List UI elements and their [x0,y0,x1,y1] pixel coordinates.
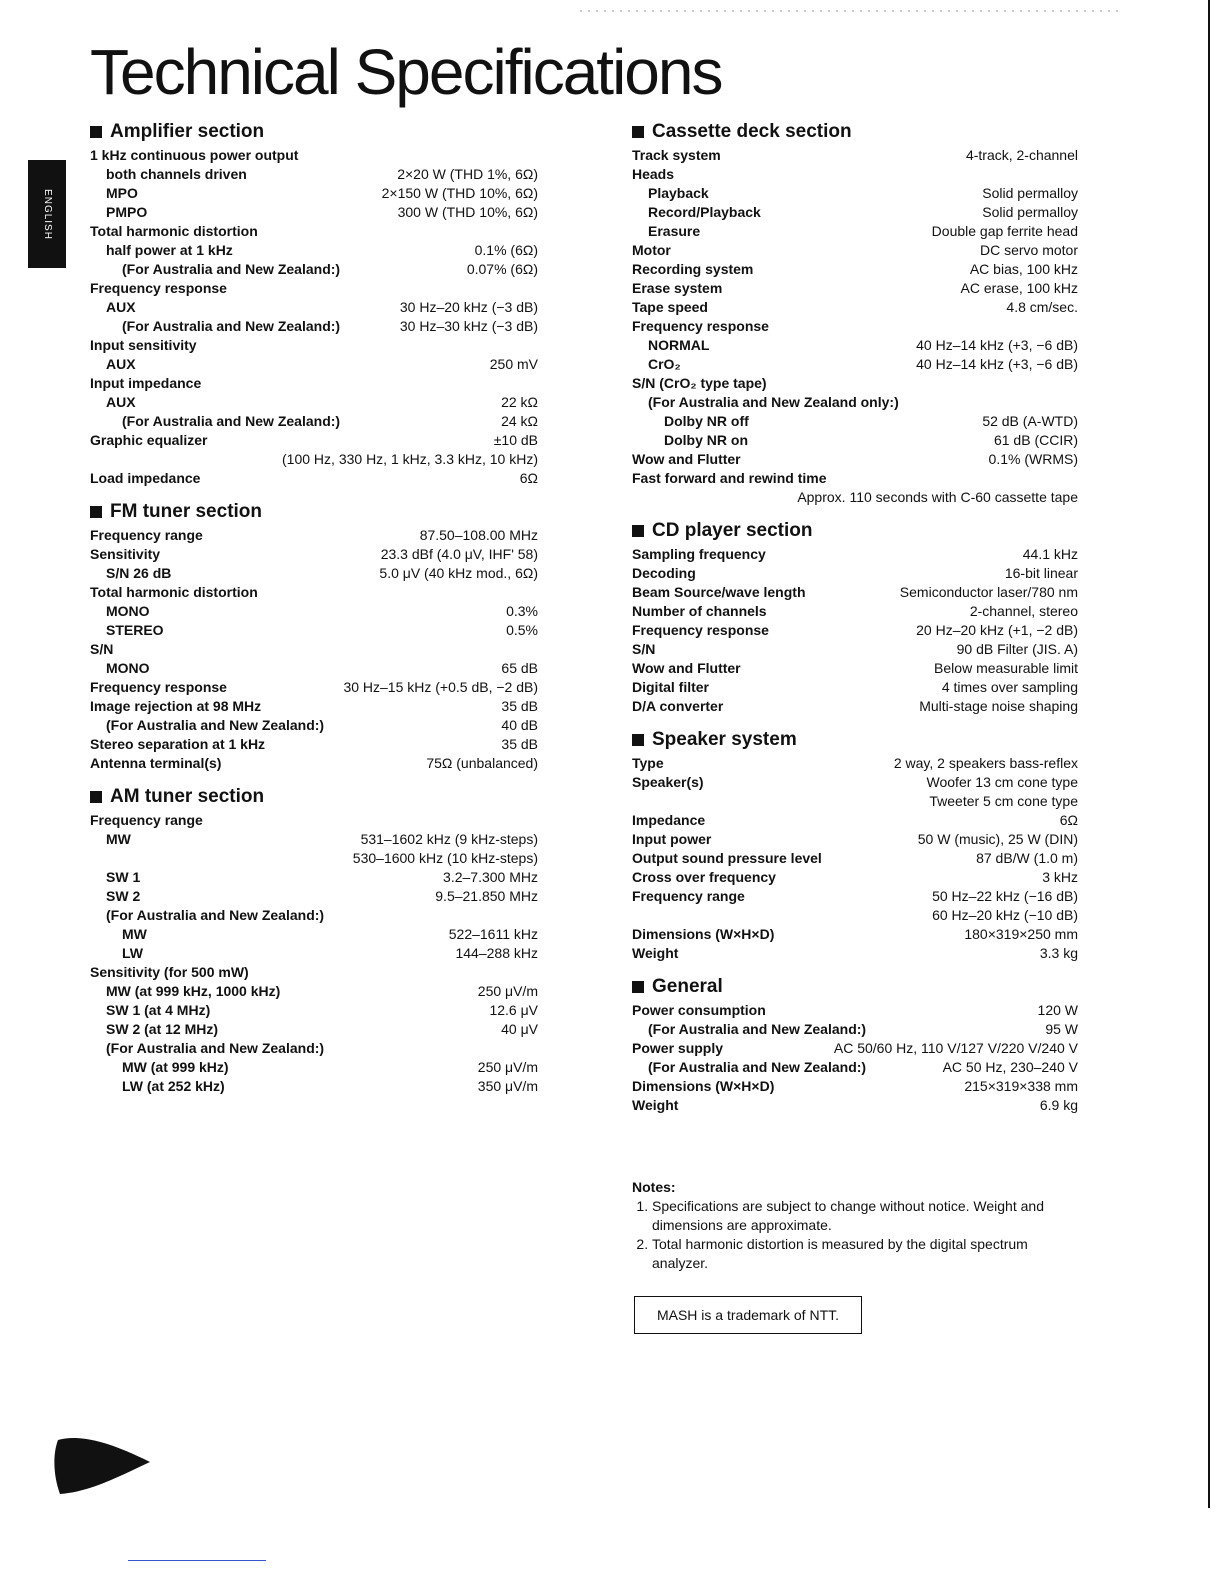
spec-value: 2×150 W (THD 10%, 6Ω) [381,185,538,201]
spec-value: Multi-stage noise shaping [919,698,1078,714]
spec-row [632,640,1078,659]
spec-row [90,925,538,944]
spec-value: 75Ω (unbalanced) [426,755,538,771]
spec-value: 250 mV [489,356,538,372]
scan-artifact-dots [560,0,1120,3]
spec-label: Weight [632,945,679,961]
spec-label: NORMAL [648,337,710,353]
spec-row [90,697,538,716]
spec-row [90,944,538,963]
spec-value: 60 Hz–20 kHz (−10 dB) [932,907,1078,923]
spec-row [632,1020,1078,1039]
note-item: 1. Specifications are subject to change without notice. Weight and dimensions are approximate. [652,1197,1072,1235]
spec-row [90,602,538,621]
spec-value: 2 way, 2 speakers bass-reflex [893,755,1078,771]
spec-label: (For Australia and New Zealand:) [122,413,341,429]
language-tab [28,160,66,268]
spec-row [90,317,538,336]
spec-row [90,469,538,488]
spec-label: S/N [632,641,656,657]
spec-label: MW (at 999 kHz) [122,1059,229,1075]
notes-heading: Notes: [632,1179,676,1195]
section-title-text: Cassette deck section [652,121,852,142]
spec-label: Input sensitivity [90,337,197,353]
spec-label: Dolby NR on [664,432,748,448]
spec-label: Frequency response [90,280,227,296]
spec-value: 30 Hz–20 kHz (−3 dB) [399,299,538,315]
spec-label: half power at 1 kHz [106,242,233,258]
spec-value: DC servo motor [979,242,1078,258]
spec-value: Double gap ferrite head [931,223,1078,239]
spec-value: 22 kΩ [501,394,538,410]
spec-row [90,659,538,678]
spec-row [632,906,1078,925]
trademark-box [634,1296,862,1334]
spec-label: Speaker(s) [632,774,704,790]
spec-row [90,374,538,393]
spec-row [632,849,1078,868]
spec-row [90,526,538,545]
spec-row [90,203,538,222]
spec-value: 20 Hz–20 kHz (+1, −2 dB) [916,622,1078,638]
spec-row [632,773,1078,792]
spec-label: Digital filter [632,679,710,695]
spec-value: 6Ω [519,470,538,486]
spec-row [90,849,538,868]
spec-value: 23.3 dBf (4.0 μV, IHF' 58) [380,546,538,562]
spec-row [90,716,538,735]
spec-label: Wow and Flutter [632,451,741,467]
spec-row [90,1058,538,1077]
spec-row [632,1096,1078,1115]
spec-value: 40 dB [501,717,538,733]
spec-value: 52 dB (A-WTD) [982,413,1078,429]
spec-row [90,184,538,203]
spec-row [90,355,538,374]
spec-row [90,545,538,564]
spec-label: AUX [106,299,136,315]
spec-value: 4 times over sampling [941,679,1078,695]
trademark-text: MASH is a trademark of NTT. [656,1307,840,1323]
spec-row [632,355,1078,374]
spec-row [90,564,538,583]
spec-label: Load impedance [90,470,201,486]
spec-row [90,811,538,830]
spec-label: AUX [106,394,136,410]
spec-label: Frequency range [632,888,745,904]
spec-row [632,374,1078,393]
spec-label: Input power [632,831,712,847]
section-general [632,975,1078,1115]
spec-value: 300 W (THD 10%, 6Ω) [397,204,538,220]
spec-row [632,1077,1078,1096]
spec-value: 4-track, 2-channel [965,147,1078,163]
spec-row [90,621,538,640]
spec-row [632,298,1078,317]
spec-value: 87.50–108.00 MHz [419,527,538,543]
spec-row [90,336,538,355]
spec-value: Woofer 13 cm cone type [926,774,1078,790]
notes-list [632,1197,1072,1273]
spec-row [90,298,538,317]
spec-label: Frequency response [90,679,227,695]
spec-row [632,469,1078,488]
spec-label: MONO [106,660,150,676]
spec-label: 1 kHz continuous power output [90,147,299,163]
square-bullet-icon [632,525,644,537]
spec-label: Decoding [632,565,696,581]
spec-value: 95 W [1045,1021,1078,1037]
spec-value: 250 μV/m [477,983,538,999]
spec-label: Frequency response [632,622,769,638]
spec-row [90,906,538,925]
spec-label: Sampling frequency [632,546,766,562]
page-edge-line [1208,0,1210,1508]
section-title-text: General [652,976,723,997]
square-bullet-icon [632,734,644,746]
spec-row [632,887,1078,906]
spec-label: Heads [632,166,675,182]
spec-value: 3.2–7.300 MHz [443,869,538,885]
spec-label: Dimensions (W×H×D) [632,1078,775,1094]
left-column [90,120,538,1108]
spec-label: (For Australia and New Zealand:) [122,318,341,334]
spec-row [90,1020,538,1039]
spec-label: Antenna terminal(s) [90,755,222,771]
spec-label: S/N [90,641,114,657]
spec-value: 9.5–21.850 MHz [435,888,538,904]
section-title [632,519,1078,543]
spec-row [90,735,538,754]
spec-value: 6Ω [1059,812,1078,828]
spec-value: 87 dB/W (1.0 m) [976,850,1078,866]
spec-label: Motor [632,242,671,258]
spec-label: S/N (CrO₂ type tape) [632,375,767,391]
spec-label: LW (at 252 kHz) [122,1078,225,1094]
spec-row [90,165,538,184]
spec-row [632,811,1078,830]
right-column [632,120,1078,1127]
spec-label: Wow and Flutter [632,660,741,676]
square-bullet-icon [90,126,102,138]
spec-value: 144–288 kHz [455,945,538,961]
spec-label: Image rejection at 98 MHz [90,698,262,714]
spec-label: (For Australia and New Zealand:) [648,1021,867,1037]
spec-label: Total harmonic distortion [90,223,258,239]
spec-label: (For Australia and New Zealand:) [648,1059,867,1075]
spec-value: 24 kΩ [501,413,538,429]
spec-row [632,412,1078,431]
spec-label: Dolby NR off [664,413,749,429]
spec-value: 215×319×338 mm [964,1078,1078,1094]
section-title-text: FM tuner section [110,501,263,522]
language-tab-label: ENGLISH [41,188,53,240]
spec-label: Erasure [648,223,701,239]
spec-row [90,393,538,412]
spec-row [632,792,1078,811]
spec-label: both channels driven [106,166,247,182]
spec-label: Tape speed [632,299,708,315]
spec-row [90,1001,538,1020]
spec-value: Tweeter 5 cm cone type [929,793,1078,809]
spec-row [632,659,1078,678]
spec-value: 35 dB [501,698,538,714]
spec-label: Power consumption [632,1002,766,1018]
spec-value: 2×20 W (THD 1%, 6Ω) [397,166,538,182]
spec-row [632,317,1078,336]
spec-value: 50 Hz–22 kHz (−16 dB) [932,888,1078,904]
spec-row [632,203,1078,222]
spec-value: 120 W [1037,1002,1078,1018]
section-title-text: AM tuner section [110,786,265,807]
spec-value: 522–1611 kHz [448,926,538,942]
spec-value: 65 dB [501,660,538,676]
spec-value: 350 μV/m [477,1078,538,1094]
section-am-tuner-section [90,785,538,1096]
spec-label: SW 1 (at 4 MHz) [106,1002,211,1018]
spec-value: Solid permalloy [982,204,1078,220]
spec-label: MW [106,831,131,847]
section-title [632,120,1078,144]
spec-label: MW [122,926,147,942]
spec-label: Playback [648,185,709,201]
spec-row [90,222,538,241]
spec-label: (For Australia and New Zealand:) [106,717,325,733]
spec-row [632,621,1078,640]
spec-label: Frequency response [632,318,769,334]
spec-label: Type [632,755,664,771]
square-bullet-icon [632,981,644,993]
spec-row [90,754,538,773]
spec-value: 5.0 μV (40 kHz mod., 6Ω) [379,565,538,581]
section-title-text: Speaker system [652,729,797,750]
spec-label: Impedance [632,812,706,828]
page-title: Technical Specifications [90,36,722,108]
spec-label: Fast forward and rewind time [632,470,827,486]
spec-label: CrO₂ [648,356,681,372]
spec-row [632,830,1078,849]
spec-value: 6.9 kg [1039,1097,1078,1113]
spec-row [632,1058,1078,1077]
spec-label: STEREO [106,622,164,638]
spec-label: Cross over frequency [632,869,776,885]
spec-row [90,412,538,431]
spec-label: Graphic equalizer [90,432,208,448]
section-title [632,975,1078,999]
spec-row [632,1001,1078,1020]
spec-label: MW (at 999 kHz, 1000 kHz) [106,983,281,999]
spec-value: 44.1 kHz [1022,546,1078,562]
section-fm-tuner-section [90,500,538,773]
spec-value: 2-channel, stereo [969,603,1078,619]
spec-row [632,431,1078,450]
spec-row [632,279,1078,298]
spec-row [90,640,538,659]
spec-value: 50 W (music), 25 W (DIN) [917,831,1078,847]
spec-row [632,1039,1078,1058]
spec-row [632,925,1078,944]
spec-row [632,602,1078,621]
spec-label: Frequency range [90,527,203,543]
spec-value: 61 dB (CCIR) [993,432,1078,448]
spec-label: Beam Source/wave length [632,584,806,600]
spec-value: Semiconductor laser/780 nm [899,584,1078,600]
spec-label: LW [122,945,143,961]
spec-value: Solid permalloy [982,185,1078,201]
square-bullet-icon [90,506,102,518]
spec-label: Record/Playback [648,204,761,220]
spec-row [90,1039,538,1058]
spec-row [632,165,1078,184]
spec-label: Total harmonic distortion [90,584,258,600]
spec-row [90,1077,538,1096]
spec-label: Output sound pressure level [632,850,822,866]
spec-label: Input impedance [90,375,202,391]
spec-row [632,336,1078,355]
spec-label: Erase system [632,280,723,296]
spec-row [632,545,1078,564]
spec-value: (100 Hz, 330 Hz, 1 kHz, 3.3 kHz, 10 kHz) [282,451,538,467]
spec-row [90,887,538,906]
section-cd-player-section [632,519,1078,716]
spec-label: S/N 26 dB [106,565,172,581]
spec-value: Below measurable limit [934,660,1078,676]
spec-label: PMPO [106,204,148,220]
spec-row [632,488,1078,507]
spec-label: SW 2 (at 12 MHz) [106,1021,219,1037]
spec-label: SW 2 [106,888,141,904]
spec-value: 250 μV/m [477,1059,538,1075]
spec-row [632,583,1078,602]
spec-row [90,583,538,602]
section-title [90,785,538,809]
spec-value: 35 dB [501,736,538,752]
spec-label: (For Australia and New Zealand only:) [648,394,899,410]
spec-value: 0.1% (6Ω) [474,242,538,258]
spec-label: Frequency range [90,812,203,828]
spec-row [90,830,538,849]
spec-row [632,697,1078,716]
spec-value: Approx. 110 seconds with C-60 cassette tape [797,489,1078,505]
spec-value: AC erase, 100 kHz [960,280,1078,296]
section-amplifier-section [90,120,538,488]
spec-row [632,678,1078,697]
spec-label: Sensitivity (for 500 mW) [90,964,249,980]
spec-value: 30 Hz–15 kHz (+0.5 dB, −2 dB) [343,679,538,695]
spec-row [90,241,538,260]
spec-label: (For Australia and New Zealand:) [122,261,341,277]
spec-row [90,260,538,279]
spec-label: MONO [106,603,150,619]
section-title-text: Amplifier section [110,121,265,142]
spec-value: AC 50/60 Hz, 110 V/127 V/220 V/240 V [833,1040,1078,1056]
spec-value: 180×319×250 mm [964,926,1078,942]
spec-value: 0.07% (6Ω) [466,261,538,277]
spec-value: 40 Hz–14 kHz (+3, −6 dB) [916,337,1078,353]
spec-value: 0.5% [506,622,538,638]
spec-value: 30 Hz–30 kHz (−3 dB) [399,318,538,334]
spec-row [632,222,1078,241]
spec-value: 531–1602 kHz (9 kHz-steps) [360,831,538,847]
spec-row [90,279,538,298]
spec-label: Stereo separation at 1 kHz [90,736,266,752]
spec-row [90,868,538,887]
spec-value: 16-bit linear [1004,565,1078,581]
page-number-blot [50,1432,160,1498]
spec-label: AUX [106,356,136,372]
spec-row [632,564,1078,583]
spec-row [632,450,1078,469]
spec-value: 12.6 μV [489,1002,538,1018]
spec-value: ±10 dB [493,432,538,448]
square-bullet-icon [90,791,102,803]
spec-value: 4.8 cm/sec. [1006,299,1078,315]
spec-label: SW 1 [106,869,141,885]
footer-line [128,1560,266,1561]
spec-value: 90 dB Filter (JIS. A) [956,641,1078,657]
spec-value: 0.1% (WRMS) [988,451,1078,467]
spec-row [632,868,1078,887]
section-title [632,728,1078,752]
spec-row [90,963,538,982]
spec-row [90,146,538,165]
spec-value: AC bias, 100 kHz [969,261,1078,277]
spec-label: (For Australia and New Zealand:) [106,907,325,923]
note-item: 2. Total harmonic distortion is measured by the digital spectrum analyzer. [652,1235,1072,1273]
spec-label: (For Australia and New Zealand:) [106,1040,325,1056]
spec-value: 530–1600 kHz (10 kHz-steps) [352,850,538,866]
spec-value: 40 Hz–14 kHz (+3, −6 dB) [916,356,1078,372]
notes [632,1178,1072,1273]
section-cassette-deck-section [632,120,1078,507]
section-speaker-system [632,728,1078,963]
spec-label: MPO [106,185,138,201]
spec-row [90,678,538,697]
spec-value: 40 μV [501,1021,538,1037]
spec-row [632,944,1078,963]
spec-row [632,184,1078,203]
spec-label: Track system [632,147,721,163]
spec-label: Power supply [632,1040,724,1056]
spec-row [90,431,538,450]
section-title [90,120,538,144]
spec-label: Number of channels [632,603,767,619]
spec-row [90,450,538,469]
spec-row [632,754,1078,773]
spec-value: AC 50 Hz, 230–240 V [942,1059,1078,1075]
section-title [90,500,538,524]
spec-label: Weight [632,1097,679,1113]
square-bullet-icon [632,126,644,138]
section-title-text: CD player section [652,520,813,541]
spec-value: 3 kHz [1042,869,1078,885]
spec-label: Sensitivity [90,546,161,562]
spec-label: D/A converter [632,698,724,714]
spec-row [632,146,1078,165]
spec-label: Dimensions (W×H×D) [632,926,775,942]
spec-row [90,982,538,1001]
spec-row [632,393,1078,412]
spec-label: Recording system [632,261,754,277]
spec-row [632,260,1078,279]
spec-value: 3.3 kg [1039,945,1078,961]
spec-value: 0.3% [506,603,538,619]
spec-row [632,241,1078,260]
